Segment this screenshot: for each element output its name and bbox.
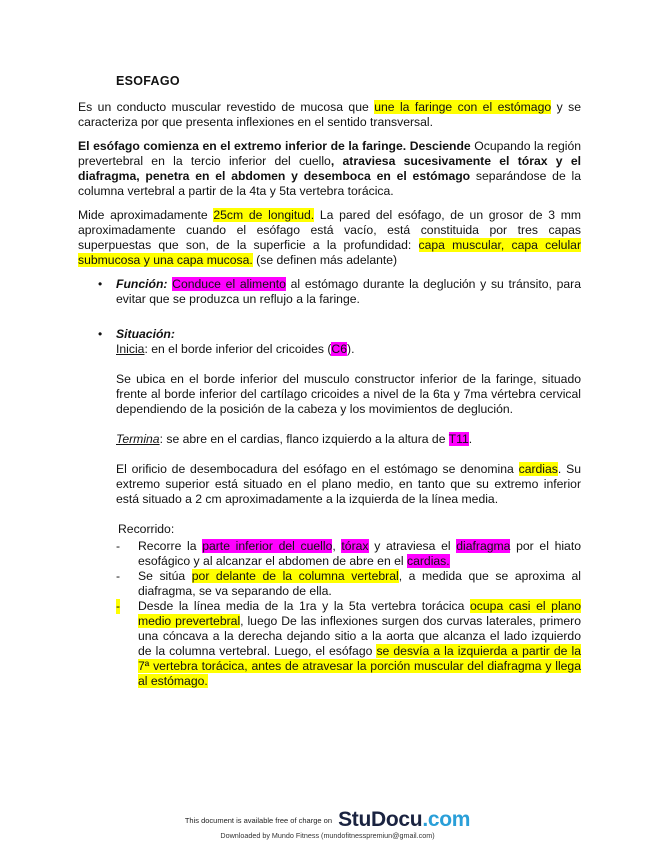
- text: ).: [347, 342, 355, 356]
- paragraph-origin: [78, 139, 581, 199]
- text: separándose de la columna vertebral a partir de la 4ta y 5ta vertebra torácica.: [78, 169, 582, 198]
- underlined-label: Termina: [116, 432, 160, 446]
- section-label: Función:: [116, 277, 168, 291]
- paragraph-ubica: Se ubica en el borde inferior del musculo constructor inferior de la faringe, situado frente al borde inferior del cartílago cricoides a nivel de la 6ta y 7ma vértebra cervical dependiendo de la posición de la cabeza y los movimientos de deglución.: [116, 372, 581, 416]
- highlight: por delante de la columna vertebral: [191, 569, 399, 583]
- highlight: une la faringe con el estómago: [374, 100, 552, 114]
- bullet-icon: •: [98, 277, 103, 291]
- text: Recorre la: [138, 539, 203, 553]
- text: Es un conducto muscular revestido de mucosa que: [78, 100, 375, 114]
- highlight: T11: [448, 432, 469, 446]
- bold-text: , atraviesa sucesivamente el tórax y el diafragma, penetra en el abdomen y desemboca en el estómago: [78, 154, 581, 183]
- text: .: [468, 432, 473, 446]
- bullet-icon: •: [98, 327, 103, 341]
- text: (se definen más adelante): [252, 253, 398, 267]
- text: Se sitúa: [138, 569, 192, 583]
- highlight: parte inferior del cuello: [202, 539, 333, 553]
- highlight: Conduce el alimento: [172, 277, 286, 291]
- text: por el hiato esofágico y al alcanzar el abdomen de abre en el: [138, 539, 581, 568]
- highlight: ocupa casi el plano medio prevertebral: [138, 599, 581, 628]
- highlight: se desvía a la izquierda a partir de la 7ª vertebra torácica, antes de atravesar la porción muscular del diafragma y llega al estómago.: [138, 644, 581, 688]
- dash-marker: -: [116, 539, 121, 553]
- highlight: C6: [331, 342, 348, 356]
- bullet-funcion: [78, 277, 581, 307]
- section-label: Situación:: [116, 327, 175, 341]
- text: Mide aproximadamente: [78, 208, 214, 222]
- text: , a medida que se aproxima al diafragma, se va separando de ella.: [138, 569, 581, 598]
- studocu-footer: [0, 808, 655, 832]
- dash-marker: -: [116, 569, 121, 583]
- text: . Su extremo superior está situado en el plano medio, en tanto que su extremo inferior está situado a 2 cm aproximadamente a la izquierda de la línea media.: [116, 462, 581, 506]
- list-item: [116, 599, 581, 689]
- recorrido-label: Recorrido:: [118, 522, 175, 536]
- highlight: diafragma: [456, 539, 511, 553]
- recorrido-list: [116, 539, 581, 689]
- text: Ocupando la región prevertebral en la tercio inferior del cuello: [78, 139, 581, 168]
- bullet-situacion: [78, 327, 581, 537]
- text: ,: [332, 539, 342, 553]
- paragraph-dimensions: [78, 208, 581, 268]
- document-page: [78, 74, 581, 689]
- text: : se abre en el cardias, flanco izquierdo a la altura de: [159, 432, 449, 446]
- highlight: tórax: [341, 539, 369, 553]
- text: La pared del esófago, de un grosor de 3 mm aproximadamente cuando el esófago está vacío, está constituida por tres capas superpuestas que son, de la superficie a la profundidad:: [78, 208, 582, 252]
- text: : en el borde inferior del cricoides (: [144, 342, 332, 356]
- studocu-logo[interactable]: [338, 808, 470, 831]
- highlight: cardias.: [406, 554, 450, 568]
- bold-text: El esófago comienza en el extremo inferior de la faringe. Desciende: [78, 139, 471, 153]
- dash-marker: -: [116, 599, 121, 613]
- doc-title: ESOFAGO: [116, 74, 180, 88]
- download-note: Downloaded by Mundo Fitness (mundofitnesspremiun@gmail.com): [220, 831, 435, 840]
- logo-text: StuDocu: [338, 808, 423, 831]
- highlight: 25cm de longitud.: [213, 208, 315, 222]
- text: y atraviesa el: [368, 539, 457, 553]
- highlight: capa muscular, capa celular submucosa y una capa mucosa.: [78, 238, 582, 267]
- highlight: cardias: [518, 462, 558, 476]
- text: Desde la línea media de la 1ra y la 5ta vertebra torácica: [138, 599, 471, 613]
- text: y se caracteriza por que presenta inflexiones en el sentido transversal.: [78, 100, 581, 129]
- logo-domain: .com: [422, 808, 471, 831]
- footer-available-text: This document is available free of charge on: [184, 815, 332, 825]
- text: , luego De las inflexiones surgen dos curvas laterales, primero una cóncava a la derecha dejando sitio a la aorta que alcanza el lado izquierdo de la columna vertebral. Luego, el esófago: [138, 614, 581, 658]
- list-item: [116, 539, 581, 569]
- paragraph-intro: [78, 100, 581, 130]
- text: al estómago durante la deglución y su tránsito, para evitar que se produzca un reflujo a la faringe.: [116, 277, 581, 306]
- text: El orificio de desembocadura del esófago en el estómago se denomina: [116, 462, 519, 476]
- underlined-label: Inicia: [116, 342, 145, 356]
- list-item: [116, 569, 581, 599]
